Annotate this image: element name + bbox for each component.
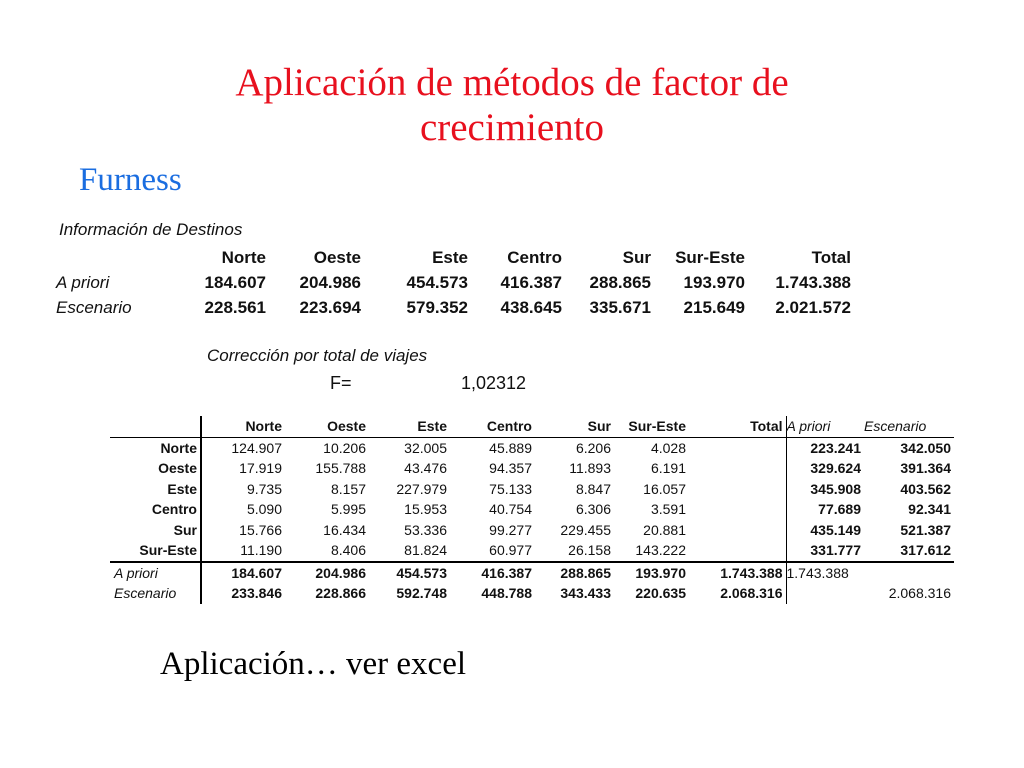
matrix-cell: 155.788: [315, 460, 366, 477]
matrix-cell: 92.341: [908, 501, 951, 518]
matrix-cell: 342.050: [900, 439, 951, 456]
destinos-col-header: Sur-Este: [675, 247, 745, 267]
matrix-cell: 6.206: [575, 439, 611, 456]
matrix-cell: 11.190: [240, 542, 282, 559]
matrix-cell: 143.222: [635, 542, 686, 559]
destinos-cell: 335.671: [589, 297, 651, 317]
matrix-summary-cell: 204.986: [285, 562, 369, 584]
matrix-cell: [689, 437, 786, 458]
matrix-row: [110, 437, 954, 458]
matrix-cell: 345.908: [786, 479, 864, 500]
matrix-summary-cell: 2.068.316: [888, 585, 951, 602]
matrix-cell: 16.057: [643, 480, 686, 497]
matrix-col-header: Sur: [535, 416, 614, 437]
destinos-cell: 184.607: [204, 272, 266, 292]
destinos-cell: 579.352: [406, 297, 468, 317]
matrix-summary-cell: 193.970: [614, 562, 689, 584]
matrix-cell: 229.455: [560, 521, 611, 538]
destinos-cell: 1.743.388: [775, 272, 851, 292]
matrix-row-label: Este: [110, 479, 201, 500]
matrix-summary-cell: 343.433: [560, 585, 611, 602]
destinos-col-header: Total: [811, 247, 851, 267]
matrix-row: [110, 479, 954, 500]
matrix-summary-cell: 288.865: [535, 562, 614, 584]
destinos-row-apriori: [56, 270, 851, 295]
matrix-cell: [689, 479, 786, 500]
slide-title: Aplicación de métodos de factor de crecimiento: [235, 61, 789, 149]
matrix-cell: [689, 458, 786, 479]
destinos-cell: 416.387: [500, 272, 562, 292]
matrix-cell: 17.919: [239, 460, 282, 477]
matrix-cell: 6.191: [650, 460, 686, 477]
matrix-col-header: Escenario: [864, 416, 954, 437]
matrix-summary-cell: 228.866: [315, 585, 366, 602]
matrix-summary-cell: 1.743.388: [689, 562, 786, 584]
matrix-cell: 77.689: [786, 499, 864, 520]
matrix-row: [110, 520, 954, 541]
destinos-cell: 204.986: [299, 272, 361, 292]
matrix-cell: 8.406: [330, 542, 366, 559]
matrix-summary-label: Escenario: [110, 583, 201, 604]
matrix-summary-row-escenario: [110, 583, 954, 604]
matrix-row: [110, 499, 954, 520]
matrix-summary-cell: [864, 562, 954, 584]
matrix-summary-cell: [786, 583, 864, 604]
destinos-col-header: Este: [432, 247, 468, 267]
matrix-cell: 99.277: [489, 521, 532, 538]
destinos-table: [56, 245, 851, 320]
matrix-cell: 3.591: [650, 501, 686, 518]
matrix-cell: 4.028: [650, 439, 686, 456]
matrix-cell: 227.979: [396, 480, 447, 497]
matrix-cell: 8.847: [575, 480, 611, 497]
matrix-row-label: Centro: [110, 499, 201, 520]
matrix-col-header: Sur-Este: [614, 416, 689, 437]
matrix-col-header: Oeste: [285, 416, 369, 437]
matrix-cell: 75.133: [489, 480, 532, 497]
matrix-summary-cell: 592.748: [396, 585, 447, 602]
destinos-cell: 454.573: [406, 272, 468, 292]
correccion-heading: Corrección por total de viajes: [207, 346, 428, 365]
factor-value: 1,02312: [461, 373, 527, 393]
matrix-cell: 40.754: [489, 501, 532, 518]
matrix-summary-cell: 1.743.388: [786, 562, 864, 584]
matrix-cell: 20.881: [643, 521, 686, 538]
matrix-cell: 435.149: [786, 520, 864, 541]
destinos-row-escenario: [56, 295, 851, 320]
matrix-cell: 317.612: [900, 542, 951, 559]
matrix-col-header: A priori: [786, 416, 864, 437]
factor-label: F=: [330, 373, 352, 393]
destinos-cell: 228.561: [204, 297, 266, 317]
footer-note: Aplicación… ver excel: [160, 646, 467, 682]
destinos-row-label: Escenario: [56, 297, 132, 317]
matrix-row-label: Oeste: [110, 458, 201, 479]
matrix-row-label: Sur-Este: [110, 540, 201, 562]
matrix-header-row: [110, 416, 954, 437]
matrix-row-label: Norte: [110, 437, 201, 458]
matrix-cell: 10.206: [323, 439, 366, 456]
matrix-summary-cell: 416.387: [450, 562, 535, 584]
destinos-heading: Información de Destinos: [59, 220, 243, 239]
destinos-col-header: Oeste: [313, 247, 361, 267]
matrix-cell: 53.336: [404, 521, 447, 538]
matrix-row-label: Sur: [110, 520, 201, 541]
matrix-col-header: Total: [689, 416, 786, 437]
destinos-col-header: Norte: [221, 247, 266, 267]
matrix-cell: 223.241: [786, 437, 864, 458]
matrix-summary-cell: 233.846: [231, 585, 282, 602]
matrix-cell: 9.735: [246, 480, 282, 497]
matrix-cell: 94.357: [489, 460, 532, 477]
matrix-cell: [689, 520, 786, 541]
matrix-row: [110, 458, 954, 479]
matrix-row: [110, 540, 954, 562]
matrix-cell: 32.005: [404, 439, 447, 456]
destinos-cell: 215.649: [683, 297, 745, 317]
matrix-cell: 60.977: [489, 542, 532, 559]
matrix-cell: [689, 540, 786, 562]
matrix-col-header: Centro: [450, 416, 535, 437]
destinos-row-label: A priori: [56, 272, 110, 292]
matrix-summary-cell: 448.788: [481, 585, 532, 602]
matrix-cell: 81.824: [404, 542, 447, 559]
matrix-col-header: Este: [369, 416, 450, 437]
matrix-cell: 5.995: [330, 501, 366, 518]
matrix-summary-cell: 2.068.316: [720, 585, 783, 602]
destinos-cell: 223.694: [299, 297, 361, 317]
matrix-cell: 45.889: [489, 439, 532, 456]
matrix-cell: [689, 499, 786, 520]
destinos-col-header: Centro: [507, 247, 562, 267]
matrix-cell: 11.893: [569, 460, 611, 477]
matrix-cell: 124.907: [231, 439, 282, 456]
matrix-cell: 331.777: [786, 540, 864, 562]
matrix-summary-label: A priori: [110, 562, 201, 584]
matrix-col-header: Norte: [201, 416, 285, 437]
destinos-header-row: [56, 245, 851, 270]
matrix-cell: 15.953: [404, 501, 447, 518]
destinos-cell: 288.865: [589, 272, 651, 292]
destinos-cell: 193.970: [683, 272, 745, 292]
matrix-cell: 5.090: [246, 501, 282, 518]
matrix-cell: 521.387: [900, 521, 951, 538]
matrix-cell: 6.306: [575, 501, 611, 518]
matrix-cell: 329.624: [786, 458, 864, 479]
matrix-cell: 16.434: [323, 521, 366, 538]
matrix-cell: 391.364: [900, 460, 951, 477]
matrix-summary-cell: 454.573: [369, 562, 450, 584]
destinos-cell: 2.021.572: [775, 297, 851, 317]
matrix-summary-row-apriori: [110, 562, 954, 584]
destinos-cell: 438.645: [500, 297, 562, 317]
furness-matrix: [110, 416, 954, 604]
matrix-summary-cell: 220.635: [635, 585, 686, 602]
matrix-cell: 15.766: [239, 521, 282, 538]
matrix-cell: 8.157: [330, 480, 366, 497]
slide-subtitle: Furness: [79, 162, 182, 198]
matrix-cell: 403.562: [900, 480, 951, 497]
matrix-summary-cell: 184.607: [201, 562, 285, 584]
matrix-cell: 26.158: [568, 542, 611, 559]
matrix-cell: 43.476: [404, 460, 447, 477]
destinos-col-header: Sur: [622, 247, 651, 267]
